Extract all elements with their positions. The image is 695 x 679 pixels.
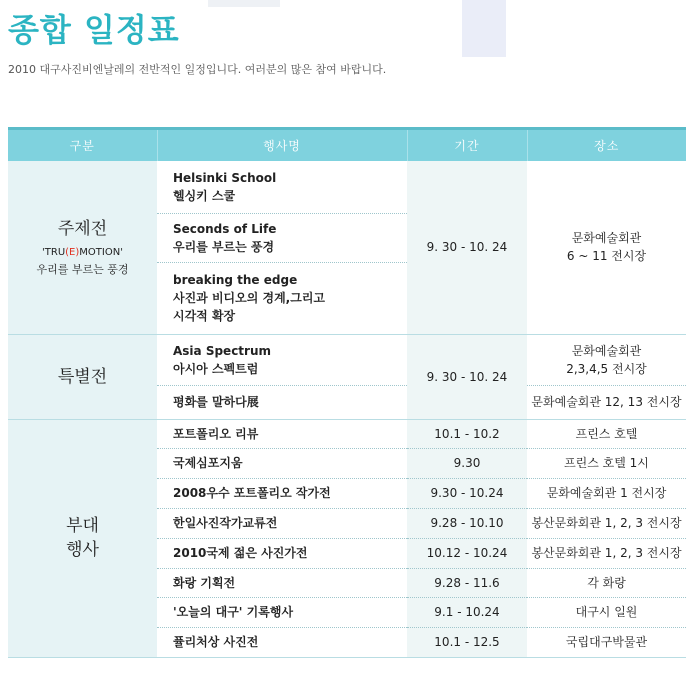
venue-cell: 문화예술회관 6 ~ 11 전시장 <box>527 161 686 334</box>
venue-cell: 문화예술회관 1 전시장 <box>527 478 686 508</box>
event-name: 한일사진작가교류전 <box>157 508 407 538</box>
header-category: 구분 <box>8 129 157 162</box>
category-name: 특별전 <box>57 366 108 387</box>
category-cell-side-events <box>8 419 157 657</box>
period-cell: 9.1 - 10.24 <box>407 597 527 627</box>
page-subtitle: 2010 대구사진비엔날레의 전반적인 일정입니다. 여러분의 많은 참여 바랍니다. <box>8 63 387 76</box>
category-name-line2: 행사 <box>66 540 99 560</box>
venue-cell: 봉산문화회관 1, 2, 3 전시장 <box>527 538 686 568</box>
event-name: 평화를 말하다展 <box>157 385 407 419</box>
event-name: 화랑 기획전 <box>157 568 407 597</box>
period-cell: 10.1 - 12.5 <box>407 627 527 657</box>
venue-cell: 프린스 호텔 1시 <box>527 448 686 478</box>
header-event: 행사명 <box>157 129 407 162</box>
event-name: 퓰리처상 사진전 <box>157 627 407 657</box>
venue-cell: 봉산문화회관 1, 2, 3 전시장 <box>527 508 686 538</box>
period-cell: 10.12 - 10.24 <box>407 538 527 568</box>
page-title: 종합 일정표 <box>8 11 180 49</box>
period-cell: 9.28 - 10.10 <box>407 508 527 538</box>
event-name: Seconds of Life 우리를 부르는 풍경 <box>157 213 407 262</box>
table-row <box>8 419 686 448</box>
period-cell: 9.30 - 10.24 <box>407 478 527 508</box>
venue-cell: 국립대구박물관 <box>527 627 686 657</box>
period-cell: 9.30 <box>407 448 527 478</box>
venue-cell: 각 화랑 <box>527 568 686 597</box>
event-name: Asia Spectrum 아시아 스펙트럼 <box>157 334 407 385</box>
venue-cell: 문화예술회관 2,3,4,5 전시장 <box>527 334 686 385</box>
event-name: '오늘의 대구' 기록행사 <box>157 597 407 627</box>
decorative-block <box>462 0 506 57</box>
period-cell: 9. 30 - 10. 24 <box>407 334 527 419</box>
category-subtitle: 'TRU(E)MOTION' <box>42 247 123 259</box>
event-name: 2010국제 젊은 사진가전 <box>157 538 407 568</box>
event-name: 2008우수 포트폴리오 작가전 <box>157 478 407 508</box>
category-cell-special <box>8 334 157 419</box>
header-venue: 장소 <box>527 129 686 162</box>
venue-cell: 대구시 일원 <box>527 597 686 627</box>
category-cell-theme <box>8 161 157 334</box>
category-subtitle-korean: 우리를 부르는 풍경 <box>36 263 129 277</box>
event-name: 국제심포지움 <box>157 448 407 478</box>
header-row <box>8 129 686 162</box>
event-name: breaking the edge 사진과 비디오의 경계,그리고 시각적 확장 <box>157 262 407 334</box>
event-name: Helsinki School 헬싱키 스쿨 <box>157 161 407 213</box>
schedule-table <box>8 127 686 658</box>
period-cell: 9. 30 - 10. 24 <box>407 161 527 334</box>
category-name: 주제전 <box>57 219 108 240</box>
venue-cell: 프린스 호텔 <box>527 419 686 448</box>
venue-cell: 문화예술회관 12, 13 전시장 <box>527 385 686 419</box>
table-row <box>8 334 686 385</box>
event-name: 포트폴리오 리뷰 <box>157 419 407 448</box>
decorative-bar <box>208 0 280 7</box>
period-cell: 10.1 - 10.2 <box>407 419 527 448</box>
category-name: 부대 <box>66 516 99 536</box>
header-period: 기간 <box>407 129 527 162</box>
period-cell: 9.28 - 11.6 <box>407 568 527 597</box>
table-row <box>8 161 686 213</box>
